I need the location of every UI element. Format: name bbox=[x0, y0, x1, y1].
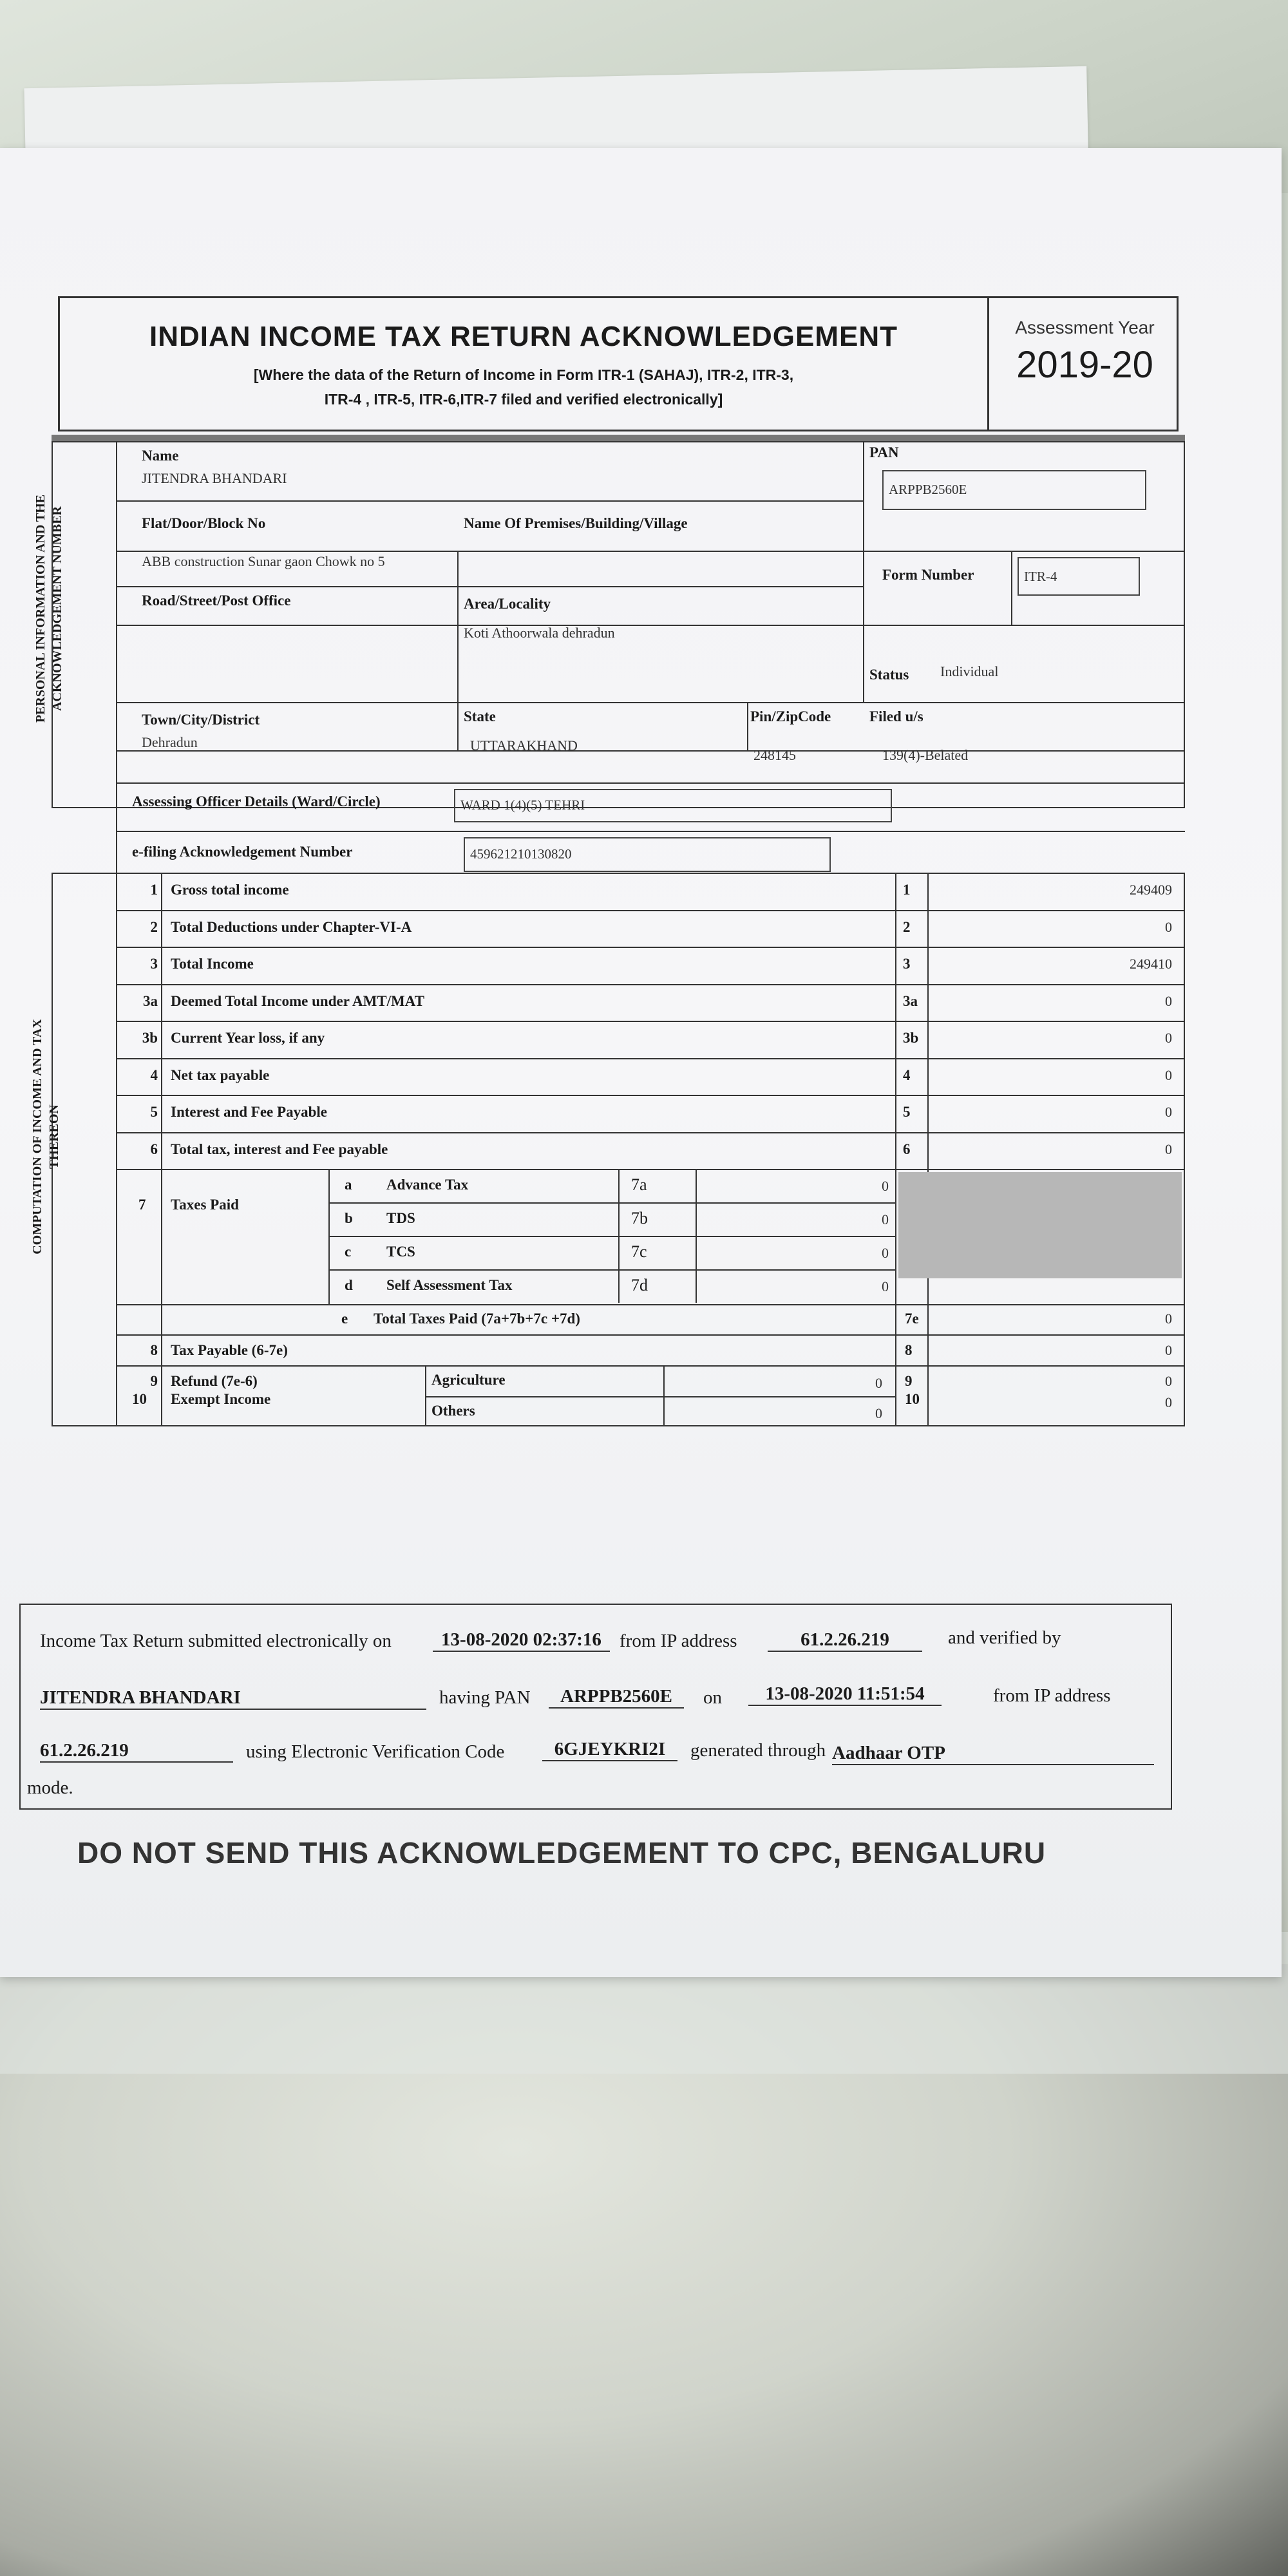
itr-acknowledgement-form bbox=[26, 296, 1172, 1870]
taxes-paid-letter: b bbox=[345, 1210, 353, 1226]
form-number-label: Form Number bbox=[882, 567, 974, 583]
comp-row-value: 0 bbox=[1165, 1104, 1172, 1120]
status-value: Individual bbox=[940, 663, 999, 679]
verif-text-9: mode. bbox=[27, 1777, 73, 1798]
pan-label: PAN bbox=[869, 444, 899, 460]
grid-line bbox=[116, 910, 1185, 911]
comp-row-no: 3b bbox=[142, 1030, 158, 1046]
taxes-paid-label: Taxes Paid bbox=[171, 1197, 239, 1213]
exempt-ref: 10 bbox=[905, 1391, 920, 1407]
flat-label: Flat/Door/Block No bbox=[142, 515, 266, 531]
taxes-paid-ref: 7d bbox=[631, 1276, 648, 1294]
tail-row-value: 0 bbox=[1165, 1373, 1172, 1389]
grid-line bbox=[116, 1304, 1185, 1305]
total-paid-letter: e bbox=[341, 1311, 348, 1327]
taxes-paid-value: 0 bbox=[882, 1211, 889, 1227]
total-paid-value: 0 bbox=[1165, 1311, 1172, 1327]
tail-row-ref: 8 bbox=[905, 1342, 913, 1358]
status-label: Status bbox=[869, 667, 909, 683]
grid-line bbox=[116, 1334, 1185, 1336]
premises-label: Name Of Premises/Building/Village bbox=[464, 515, 688, 531]
exempt-no: 10 bbox=[132, 1391, 147, 1407]
taxes-paid-label: TDS bbox=[386, 1210, 415, 1226]
comp-row-no: 5 bbox=[150, 1104, 158, 1120]
grid-line bbox=[116, 1365, 1185, 1367]
taxes-paid-label: Advance Tax bbox=[386, 1177, 469, 1193]
name-value: JITENDRA BHANDARI bbox=[142, 470, 287, 486]
verif-text-5: on bbox=[703, 1687, 722, 1708]
grid-line bbox=[116, 782, 1185, 784]
verif-text-6: from IP address bbox=[993, 1685, 1111, 1706]
redacted-area bbox=[898, 1172, 1182, 1278]
comp-row-no: 6 bbox=[150, 1141, 158, 1157]
grid-line bbox=[116, 1021, 1185, 1022]
assessment-year-value: 2019-20 bbox=[1016, 344, 1153, 386]
pin-label: Pin/ZipCode bbox=[750, 708, 831, 724]
comp-row-value: 0 bbox=[1165, 1141, 1172, 1157]
taxes-paid-ref: 7a bbox=[631, 1175, 647, 1194]
grid-line bbox=[328, 1269, 895, 1271]
verifier-pan: ARPPB2560E bbox=[549, 1686, 684, 1709]
tail-row-ref: 9 bbox=[905, 1373, 913, 1389]
grid-line bbox=[747, 702, 748, 750]
flat-value: ABB construction Sunar gaon Chowk no 5 bbox=[142, 553, 385, 569]
assessment-year-label: Assessment Year bbox=[1015, 317, 1155, 337]
area-value: Koti Athoorwala dehradun bbox=[464, 625, 615, 641]
ack-label: e-filing Acknowledgement Number bbox=[132, 844, 353, 860]
comp-row-value: 0 bbox=[1165, 1030, 1172, 1046]
grid-line bbox=[618, 1169, 620, 1303]
grid-line bbox=[116, 625, 1185, 626]
taxes-paid-value: 0 bbox=[882, 1178, 889, 1194]
comp-row-label: Total Deductions under Chapter-VI-A bbox=[171, 918, 412, 935]
ip-address-2: 61.2.26.219 bbox=[40, 1740, 233, 1763]
comp-row-no: 3a bbox=[143, 992, 158, 1009]
comp-row-label: Gross total income bbox=[171, 882, 289, 898]
grid-line bbox=[863, 441, 864, 702]
form-subtitle-line2: ITR-4 , ITR-5, ITR-6,ITR-7 filed and verified electronically] bbox=[324, 391, 723, 408]
grid-line bbox=[116, 500, 863, 502]
verif-text-2: from IP address bbox=[620, 1631, 737, 1651]
verified-on: 13-08-2020 11:51:54 bbox=[748, 1683, 942, 1706]
form-header bbox=[58, 296, 1179, 431]
verif-text-1: Income Tax Return submitted electronically on bbox=[40, 1631, 392, 1651]
generated-through: Aadhaar OTP bbox=[832, 1743, 1154, 1765]
comp-row-ref: 6 bbox=[903, 1141, 911, 1157]
state-value: UTTARAKHAND bbox=[470, 737, 578, 753]
ao-field: WARD 1(4)(5) TEHRI bbox=[454, 789, 892, 822]
total-paid-ref: 7e bbox=[905, 1311, 919, 1327]
taxes-paid-label: Self Assessment Tax bbox=[386, 1277, 513, 1293]
agri-value: 0 bbox=[875, 1375, 882, 1391]
grid-line bbox=[116, 1169, 1185, 1170]
tail-row-no: 9 bbox=[150, 1373, 158, 1389]
grid-line bbox=[328, 1202, 895, 1204]
filed-label: Filed u/s bbox=[869, 708, 923, 724]
footer-notice: DO NOT SEND THIS ACKNOWLEDGEMENT TO CPC, BENGALURU bbox=[77, 1836, 1046, 1870]
assessment-year-box bbox=[987, 298, 1180, 430]
total-paid-label: Total Taxes Paid (7a+7b+7c +7d) bbox=[374, 1311, 580, 1327]
grid-line bbox=[328, 1236, 895, 1237]
form-subtitle bbox=[60, 363, 987, 412]
grid-line bbox=[895, 873, 896, 1426]
tail-row-label: Refund (7e-6) bbox=[171, 1373, 258, 1389]
pan-field: ARPPB2560E bbox=[882, 470, 1146, 510]
grid-line bbox=[161, 873, 162, 1426]
comp-row-value: 249409 bbox=[1130, 882, 1172, 898]
comp-row-value: 0 bbox=[1165, 992, 1172, 1009]
submitted-on: 13-08-2020 02:37:16 bbox=[433, 1629, 610, 1652]
area-label: Area/Locality bbox=[464, 596, 551, 612]
comp-row-no: 2 bbox=[150, 918, 158, 935]
comp-row-label: Net tax payable bbox=[171, 1066, 270, 1083]
grid-line bbox=[696, 1169, 697, 1303]
grid-line bbox=[116, 1095, 1185, 1096]
tail-row-value: 0 bbox=[1165, 1342, 1172, 1358]
comp-row-value: 0 bbox=[1165, 918, 1172, 935]
grid-line bbox=[116, 831, 1185, 832]
comp-row-no: 3 bbox=[150, 956, 158, 972]
ao-label: Assessing Officer Details (Ward/Circle) bbox=[132, 793, 381, 810]
pin-value: 248145 bbox=[753, 747, 796, 763]
verif-text-7: using Electronic Verification Code bbox=[246, 1741, 505, 1762]
filed-value: 139(4)-Belated bbox=[882, 747, 969, 763]
comp-row-label: Deemed Total Income under AMT/MAT bbox=[171, 992, 424, 1009]
grid-line bbox=[425, 1396, 895, 1397]
tail-row-label: Tax Payable (6-7e) bbox=[171, 1342, 288, 1358]
grid-line bbox=[116, 750, 1185, 752]
comp-row-ref: 1 bbox=[903, 882, 911, 898]
verif-text-3: and verified by bbox=[948, 1627, 1061, 1648]
exempt-label: Exempt Income bbox=[171, 1391, 271, 1407]
computation-section-label: COMPUTATION OF INCOME AND TAX THEREON bbox=[30, 1019, 61, 1255]
comp-row-ref: 5 bbox=[903, 1104, 911, 1120]
taxes-paid-value: 0 bbox=[882, 1278, 889, 1294]
taxes-paid-ref: 7c bbox=[631, 1242, 647, 1261]
acknowledgement-paper bbox=[0, 148, 1282, 1977]
comp-row-value: 249410 bbox=[1130, 956, 1172, 972]
grid-line bbox=[927, 873, 929, 1426]
verifier-name: JITENDRA BHANDARI bbox=[40, 1687, 426, 1710]
comp-row-label: Total Income bbox=[171, 956, 254, 972]
agri-label: Agriculture bbox=[431, 1372, 506, 1388]
header-divider bbox=[52, 435, 1185, 441]
grid-line bbox=[116, 984, 1185, 985]
comp-row-ref: 3b bbox=[903, 1030, 919, 1046]
state-label: State bbox=[464, 708, 496, 724]
others-label: Others bbox=[431, 1403, 475, 1419]
grid-line bbox=[116, 1132, 1185, 1133]
others-value: 0 bbox=[875, 1405, 882, 1421]
taxes-paid-letter: d bbox=[345, 1277, 353, 1293]
grid-line bbox=[116, 702, 1185, 703]
evc-code: 6GJEYKRI2I bbox=[542, 1739, 677, 1761]
comp-row-value: 0 bbox=[1165, 1066, 1172, 1083]
grid-line bbox=[1011, 551, 1012, 625]
grid-line bbox=[457, 551, 459, 750]
grid-line bbox=[116, 1058, 1185, 1059]
tail-row-no: 8 bbox=[150, 1342, 158, 1358]
taxes-paid-no: 7 bbox=[138, 1197, 146, 1213]
verif-text-4: having PAN bbox=[439, 1687, 531, 1708]
taxes-paid-letter: a bbox=[345, 1177, 352, 1193]
taxes-paid-letter: c bbox=[345, 1244, 352, 1260]
comp-row-ref: 3a bbox=[903, 992, 918, 1009]
form-title: INDIAN INCOME TAX RETURN ACKNOWLEDGEMENT bbox=[149, 321, 898, 352]
comp-row-no: 4 bbox=[150, 1066, 158, 1083]
name-label: Name bbox=[142, 448, 179, 464]
verification-box bbox=[19, 1604, 1172, 1810]
verif-text-8: generated through bbox=[690, 1740, 826, 1761]
comp-row-label: Current Year loss, if any bbox=[171, 1030, 325, 1046]
town-label: Town/City/District bbox=[142, 712, 260, 728]
form-number-field: ITR-4 bbox=[1018, 557, 1140, 596]
taxes-paid-label: TCS bbox=[386, 1244, 415, 1260]
comp-row-ref: 2 bbox=[903, 918, 911, 935]
grid-line bbox=[116, 947, 1185, 948]
taxes-paid-value: 0 bbox=[882, 1245, 889, 1261]
ack-field: 459621210130820 bbox=[464, 837, 831, 872]
comp-row-label: Interest and Fee Payable bbox=[171, 1104, 327, 1120]
personal-section-label: PERSONAL INFORMATION AND THE ACKNOWLEDGEMENT NUMBER bbox=[33, 494, 64, 723]
comp-row-no: 1 bbox=[150, 882, 158, 898]
comp-row-ref: 3 bbox=[903, 956, 911, 972]
comp-row-ref: 4 bbox=[903, 1066, 911, 1083]
taxes-paid-ref: 7b bbox=[631, 1209, 648, 1227]
town-value: Dehradun bbox=[142, 734, 198, 750]
comp-row-label: Total tax, interest and Fee payable bbox=[171, 1141, 388, 1157]
grid-line bbox=[116, 586, 863, 587]
ip-address-1: 61.2.26.219 bbox=[768, 1629, 922, 1652]
exempt-value: 0 bbox=[1165, 1394, 1172, 1410]
form-subtitle-line1: [Where the data of the Return of Income in Form ITR-1 (SAHAJ), ITR-2, ITR-3, bbox=[253, 366, 794, 383]
road-label: Road/Street/Post Office bbox=[142, 592, 291, 609]
